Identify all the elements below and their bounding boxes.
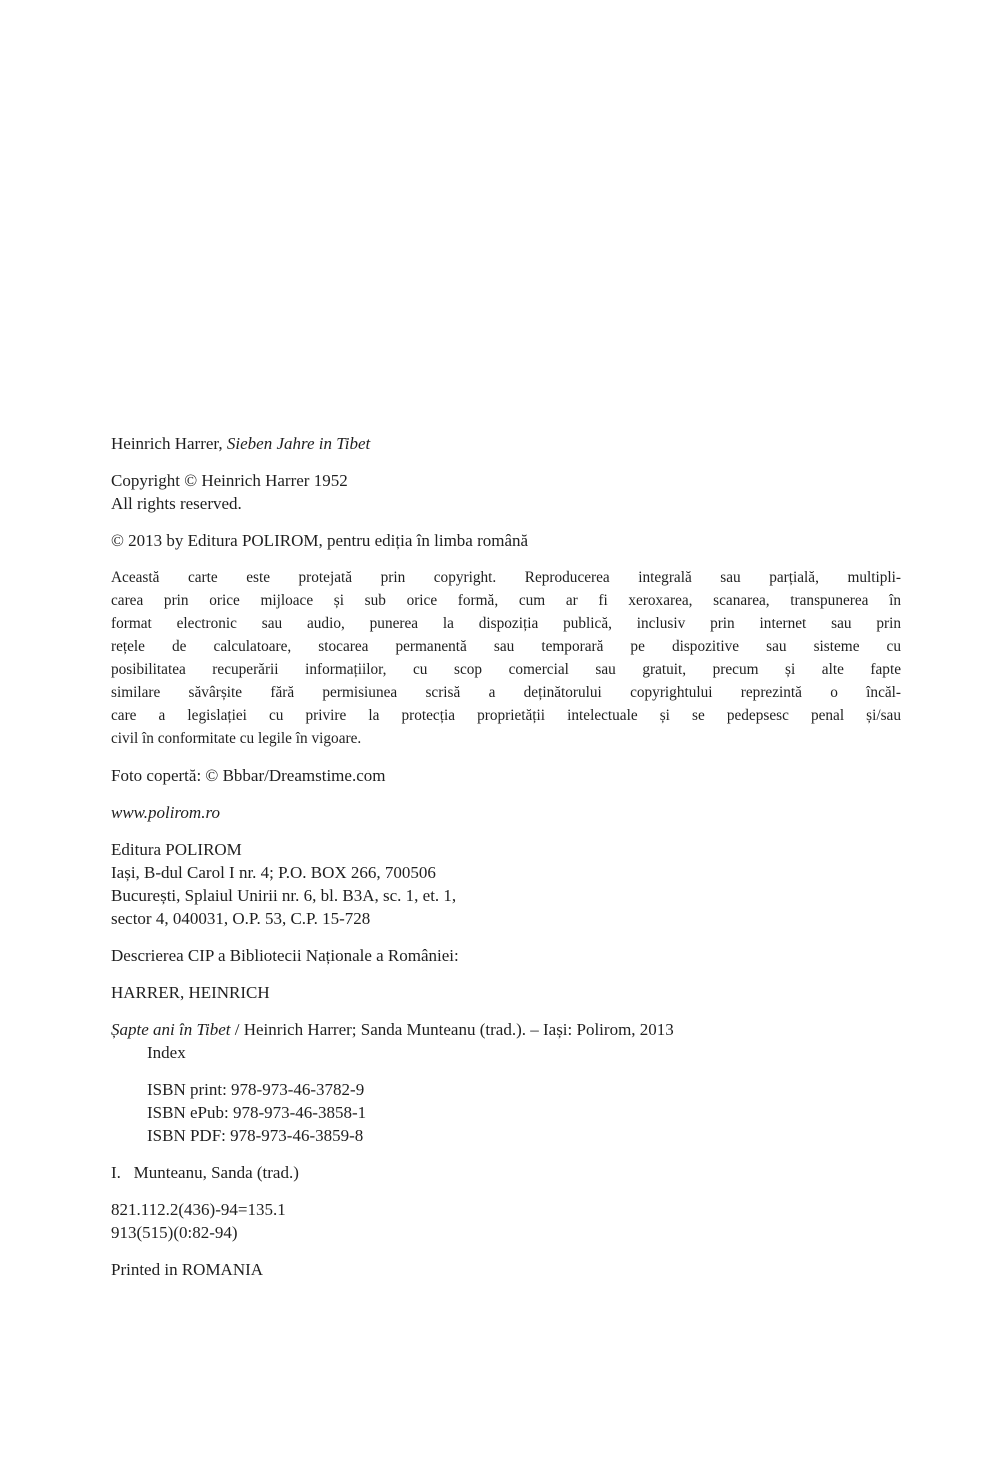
copyright-line: Copyright © Heinrich Harrer 1952 xyxy=(111,471,348,490)
legal-notice xyxy=(111,566,901,750)
classification-codes xyxy=(111,1198,901,1244)
copyright-notice xyxy=(111,469,901,515)
isbn-print: ISBN print: 978-973-46-3782-9 xyxy=(147,1080,365,1099)
cip-entry xyxy=(111,1018,901,1064)
legal-line: similare săvârșite fără permisiunea scrisă a deținătorului copyrightului reprezintă o încăl- xyxy=(111,684,901,701)
isbn-list xyxy=(111,1078,901,1147)
cip-heading: Descrierea CIP a Bibliotecii Naționale a României: xyxy=(111,946,459,965)
udc-code: 913(515)(0:82-94) xyxy=(111,1223,238,1242)
cip-index: Index xyxy=(147,1043,186,1062)
isbn-epub: ISBN ePub: 978-973-46-3858-1 xyxy=(147,1103,367,1122)
legal-line: civil în conformitate cu legile în vigoare. xyxy=(111,730,362,747)
publisher-name: Editura POLIROM xyxy=(111,840,242,859)
cover-photo-credit: Foto copertă: © Bbbar/Dreamstime.com xyxy=(111,766,386,785)
romanian-title: Șapte ani în Tibet xyxy=(111,1020,231,1039)
imprint-block xyxy=(111,432,901,1281)
author-name: Heinrich Harrer, xyxy=(111,434,227,453)
rights-line: All rights reserved. xyxy=(111,494,242,513)
legal-line: format electronic sau audio, punerea la dispoziția publică, inclusiv prin internet sau prin xyxy=(111,615,901,632)
udc-code: 821.112.2(436)-94=135.1 xyxy=(111,1200,286,1219)
address-sector: sector 4, 040031, O.P. 53, C.P. 15-728 xyxy=(111,909,371,928)
cip-title-rest: / Heinrich Harrer; Sanda Munteanu (trad.). – Iași: Polirom, 2013 xyxy=(230,1020,674,1039)
legal-line: care a legislației cu privire la protecția proprietății intelectuale și se pedepsesc penal și/sau xyxy=(111,707,901,724)
title-line xyxy=(111,432,901,455)
cip-author: HARRER, HEINRICH xyxy=(111,983,270,1002)
website-link[interactable]: www.polirom.ro xyxy=(111,803,220,822)
printed-in: Printed in ROMANIA xyxy=(111,1260,264,1279)
legal-line: Această carte este protejată prin copyright. Reproducerea integrală sau parțială, multipli- xyxy=(111,569,901,586)
original-title: Sieben Jahre in Tibet xyxy=(226,434,371,453)
address-bucuresti: București, Splaiul Unirii nr. 6, bl. B3A, sc. 1, et. 1, xyxy=(111,886,457,905)
legal-line: carea prin orice mijloace și sub orice formă, cum ar fi xeroxarea, scanarea, transpunerea în xyxy=(111,592,901,609)
publisher-address xyxy=(111,838,901,930)
address-iasi: Iași, B-dul Carol I nr. 4; P.O. BOX 266, 700506 xyxy=(111,863,436,882)
cip-title-line xyxy=(111,1018,901,1041)
legal-line: posibilitatea recuperării informațiilor, cu scop comercial sau gratuit, precum și alte fapte xyxy=(111,661,901,678)
legal-line: rețele de calculatoare, stocarea permanentă sau temporară pe dispozitive sau sisteme cu xyxy=(111,638,901,655)
isbn-pdf: ISBN PDF: 978-973-46-3859-8 xyxy=(147,1126,364,1145)
romanian-edition-notice: © 2013 by Editura POLIROM, pentru ediția în limba română xyxy=(111,531,529,550)
translator-entry: I. Munteanu, Sanda (trad.) xyxy=(111,1163,299,1182)
